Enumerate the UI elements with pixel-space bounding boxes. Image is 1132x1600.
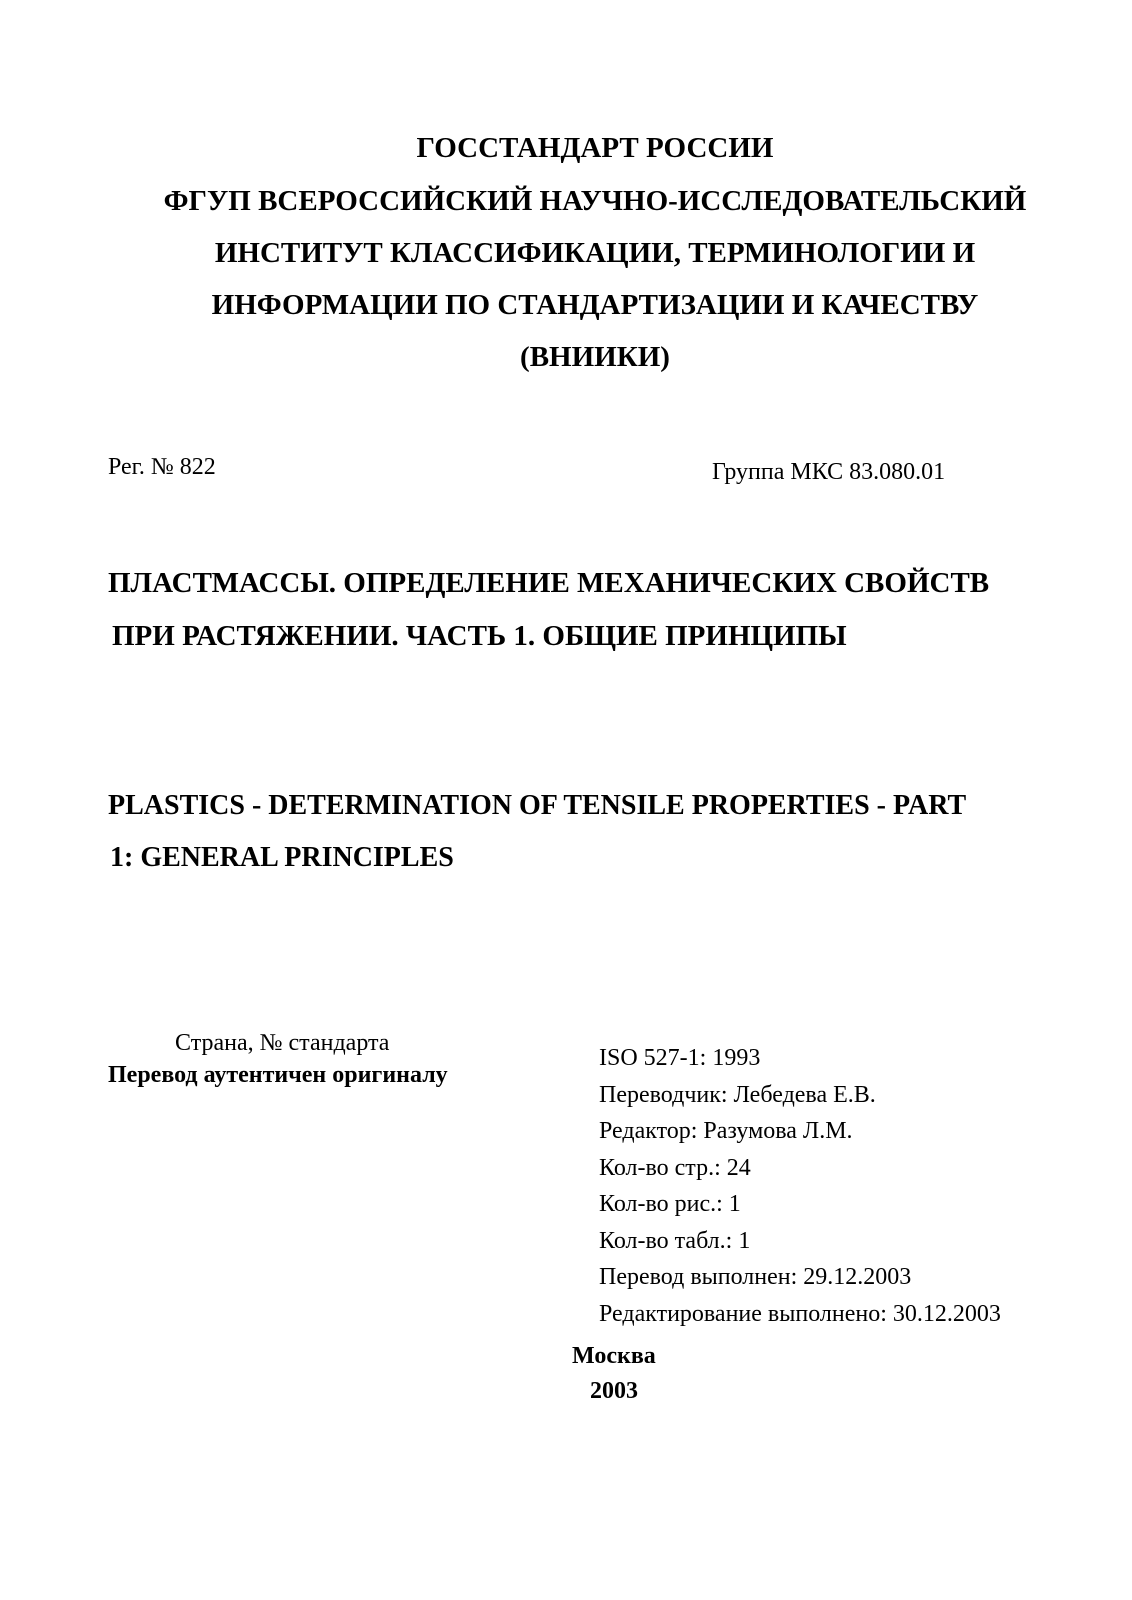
detail-standard: ISO 527-1: 1993 — [599, 1045, 761, 1071]
detail-translator: Переводчик: Лебедева Е.В. — [599, 1081, 876, 1108]
detail-pages: Кол-во стр.: 24 — [599, 1154, 751, 1181]
detail-translated-date: Перевод выполнен: 29.12.2003 — [599, 1264, 912, 1290]
detail-figures: Кол-во рис.: 1 — [599, 1191, 741, 1217]
title-en-line-2: 1: GENERAL PRINCIPLES — [110, 842, 454, 873]
title-ru-line-2: ПРИ РАСТЯЖЕНИИ. ЧАСТЬ 1. ОБЩИЕ ПРИНЦИПЫ — [112, 620, 847, 652]
group-code: Группа МКС 83.080.01 — [712, 459, 946, 485]
reg-number: Рег. № 822 — [108, 454, 216, 480]
footer-city: Москва — [572, 1343, 656, 1369]
document-details — [599, 1040, 1001, 1332]
header-line-5: (ВНИИКИ) — [520, 341, 670, 373]
country-label: Страна, № стандарта — [175, 1030, 390, 1056]
header-line-1: ГОССТАНДАРТ РОССИИ — [416, 132, 774, 164]
header-line-2: ФГУП ВСЕРОССИЙСКИЙ НАУЧНО-ИССЛЕДОВАТЕЛЬСКИЙ — [163, 185, 1027, 217]
title-en-line-1: PLASTICS - DETERMINATION OF TENSILE PROPERTIES - PART — [108, 790, 967, 821]
detail-editor: Редактор: Разумова Л.М. — [599, 1118, 853, 1144]
title-ru-line-1: ПЛАСТМАССЫ. ОПРЕДЕЛЕНИЕ МЕХАНИЧЕСКИХ СВОЙСТВ — [108, 567, 990, 599]
header-line-4: ИНФОРМАЦИИ ПО СТАНДАРТИЗАЦИИ И КАЧЕСТВУ — [211, 289, 979, 321]
detail-tables: Кол-во табл.: 1 — [599, 1227, 751, 1254]
header-line-3: ИНСТИТУТ КЛАССИФИКАЦИИ, ТЕРМИНОЛОГИИ И — [214, 237, 976, 269]
authentic-note: Перевод аутентичен оригиналу — [108, 1062, 448, 1088]
footer-year: 2003 — [590, 1378, 638, 1404]
detail-edited-date: Редактирование выполнено: 30.12.2003 — [599, 1300, 1001, 1327]
